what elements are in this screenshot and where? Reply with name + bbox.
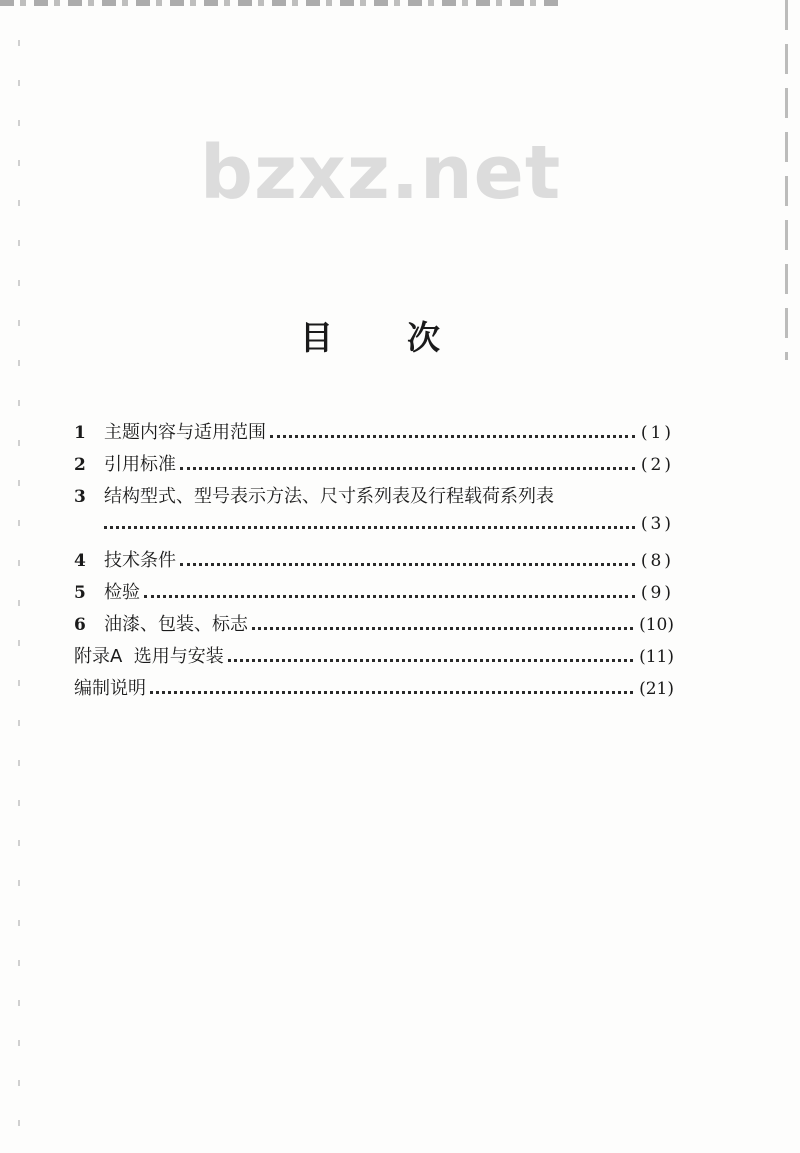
toc-entry-1[interactable] [74,418,674,450]
toc-entry-appendix-a[interactable] [74,642,674,674]
toc-title-char-2: 次 [407,318,440,357]
toc-entry-label: 检验 [104,582,140,603]
toc-entry-label: 主题内容与适用范围 [104,422,266,443]
toc-entry-page: (1) [640,423,674,443]
toc-entry-label: 油漆、包装、标志 [104,614,248,635]
toc-entry-number: 3 [74,487,86,507]
watermark: bzxz.net [200,130,562,216]
toc-title [300,312,440,359]
toc-entry-3[interactable] [74,482,674,514]
toc-leader-dots [180,562,635,566]
toc-entry-page: (2) [640,455,674,475]
table-of-contents [74,418,674,706]
toc-leader-dots [252,626,633,630]
toc-leader-dots [104,525,635,529]
toc-leader-dots [144,594,635,598]
toc-entry-number: 6 [74,615,86,635]
toc-entry-3-continuation[interactable] [74,514,674,546]
toc-entry-number: 2 [74,455,86,475]
toc-leader-dots [150,690,633,694]
toc-entry-page: (11) [639,647,674,667]
toc-entry-4[interactable] [74,546,674,578]
toc-entry-label: 技术条件 [104,550,176,571]
toc-entry-5[interactable] [74,578,674,610]
toc-entry-label: 引用标准 [104,454,176,475]
scan-artifact-left [18,40,20,1140]
toc-entry-page: (21) [639,679,674,699]
toc-leader-dots [228,658,633,662]
toc-entry-number: 1 [74,423,86,443]
toc-entry-notes[interactable] [74,674,674,706]
toc-entry-number: 4 [74,551,86,571]
toc-entry-6[interactable] [74,610,674,642]
toc-entry-label: 编制说明 [74,678,146,699]
toc-entry-page: (10) [639,615,674,635]
toc-entry-2[interactable] [74,450,674,482]
toc-leader-dots [270,434,635,438]
toc-leader-dots [180,466,635,470]
toc-title-char-1: 目 [300,318,333,357]
toc-entry-page: (8) [640,551,674,571]
toc-entry-page: (3) [640,514,674,534]
toc-entry-page: (9) [640,583,674,603]
scan-artifact-right [785,0,788,360]
toc-entry-label: 结构型式、型号表示方法、尺寸系列表及行程载荷系列表 [104,486,554,507]
toc-entry-number: 5 [74,583,86,603]
scan-artifact-top [0,0,560,6]
toc-entry-label: 附录A 选用与安装 [74,646,224,667]
